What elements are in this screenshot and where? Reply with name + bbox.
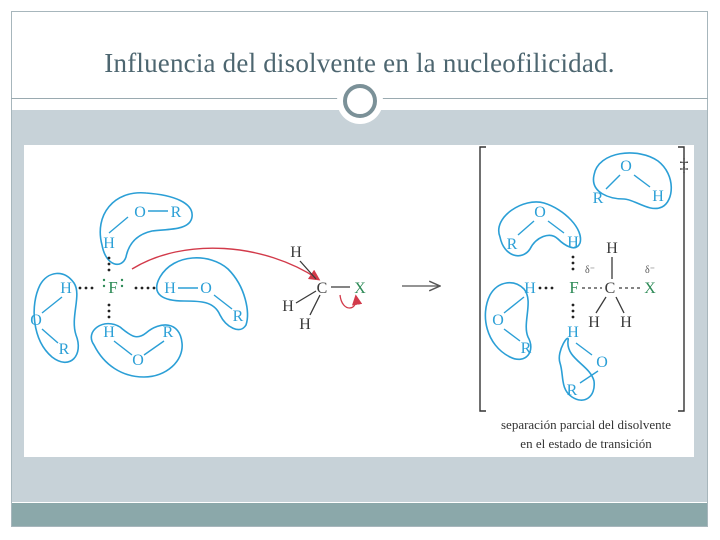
atom-H: H	[282, 298, 294, 315]
atom-O: O	[492, 312, 504, 329]
atom-H: H	[290, 244, 302, 261]
solvation-diagram	[24, 145, 694, 457]
atom-O: O	[30, 312, 42, 329]
ring-ornament-icon	[337, 78, 383, 124]
delta-minus-X: δ⁻	[645, 265, 655, 276]
double-dagger-icon: ‡	[679, 155, 689, 175]
atom-H: H	[620, 314, 632, 331]
leaving-group-X: X	[354, 280, 366, 297]
atom-H: H	[567, 234, 579, 251]
atom-R: R	[162, 324, 174, 341]
caption-line-1: separación parcial del disolvente	[500, 417, 672, 432]
atom-R: R	[170, 204, 182, 221]
transition-bracket	[480, 147, 684, 411]
atom-O: O	[200, 280, 212, 297]
atom-H: H	[299, 316, 311, 333]
atom-H: H	[652, 188, 664, 205]
caption-line-2: en el estado de transición	[520, 436, 652, 451]
atom-O: O	[132, 352, 144, 369]
atom-R: R	[58, 341, 70, 358]
atom-O: O	[134, 204, 146, 221]
atom-O: O	[534, 204, 546, 221]
atom-H: H	[164, 280, 176, 297]
fluoride-atom-ts: F	[569, 278, 579, 297]
atom-R: R	[566, 382, 578, 399]
atom-H: H	[606, 240, 618, 257]
slide-title: Influencia del disolvente en la nucleofilicidad.	[104, 48, 615, 78]
atom-H: H	[103, 324, 115, 341]
atom-R: R	[592, 190, 604, 207]
atom-H: H	[60, 280, 72, 297]
atom-H: H	[524, 280, 536, 297]
footer-bar	[12, 503, 707, 526]
atom-O: O	[620, 158, 632, 175]
fluoride-atom: F	[108, 278, 118, 297]
atom-O: O	[596, 354, 608, 371]
atom-C: C	[316, 280, 328, 297]
atom-R: R	[520, 340, 532, 357]
leaving-group-X-ts: X	[644, 280, 656, 297]
atom-C: C	[604, 280, 616, 297]
delta-minus-F: δ⁻	[585, 265, 595, 276]
atom-H: H	[103, 235, 115, 252]
atom-R: R	[232, 308, 244, 325]
atom-H: H	[567, 324, 579, 341]
atom-R: R	[506, 236, 518, 253]
atom-H: H	[588, 314, 600, 331]
